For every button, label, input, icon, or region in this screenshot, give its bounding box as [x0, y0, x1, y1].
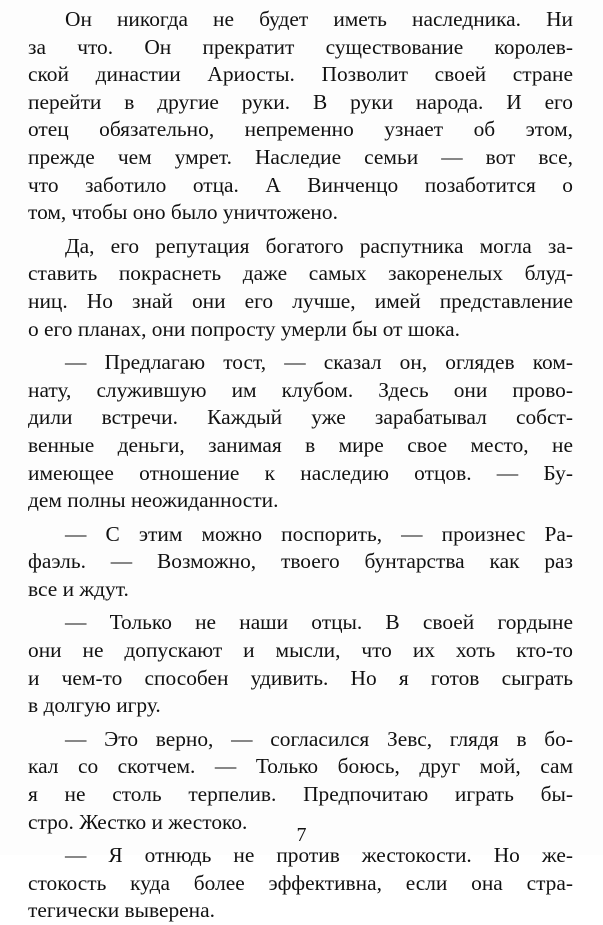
body-text — [28, 6, 573, 925]
text-line: — Это верно, — согласился Зевс, глядя в бо- — [65, 726, 573, 751]
text-line: о его планах, они попросту умерли бы от шока. — [28, 316, 460, 341]
text-line: нату, служившую им клубом. Здесь они прово- — [28, 377, 573, 402]
text-line: — Я отнюдь не против жестокости. Но же- — [65, 843, 573, 868]
text-line: — Предлагаю тост, — сказал он, оглядев ком- — [65, 350, 573, 375]
text-line: за что. Он прекратит существование королев- — [28, 34, 573, 59]
text-line: все и ждут. — [28, 576, 129, 601]
text-line: ской династии Ариосты. Позволит своей стране — [28, 62, 573, 87]
text-line: дем полны неожиданности. — [28, 488, 279, 513]
text-line: фаэль. — Возможно, твоего бунтарства как раз — [28, 549, 573, 574]
paragraph — [28, 233, 573, 343]
text-line: Он никогда не будет иметь наследника. Ни — [65, 7, 573, 31]
paragraph — [28, 521, 573, 604]
text-line: что заботило отца. А Винченцо позаботится о — [28, 172, 573, 197]
text-line: — С этим можно поспорить, — произнес Ра- — [65, 521, 573, 546]
text-line: венные деньги, занимая в мире свое место, не — [28, 432, 573, 457]
text-line: стокость куда более эффективна, если она стра- — [28, 870, 573, 895]
text-line: том, чтобы оно было уничтожено. — [28, 200, 338, 225]
text-line: дили встречи. Каждый уже зарабатывал собст- — [28, 405, 573, 430]
text-line: стро. Жестко и жестоко. — [28, 809, 248, 834]
text-line: я не столь терпелив. Предпочитаю играть бы- — [28, 782, 573, 807]
paragraph — [28, 349, 573, 515]
page-number: 7 — [296, 824, 307, 846]
paragraph — [28, 6, 573, 227]
text-line: кал со скотчем. — Только боюсь, друг мой, сам — [28, 754, 573, 779]
paragraph — [28, 609, 573, 719]
text-line: они не допускают и мысли, что их хоть кто-то — [28, 638, 573, 663]
text-line: Да, его репутация богатого распутника могла за- — [65, 233, 573, 258]
text-line: — Только не наши отцы. В своей гордыне — [65, 610, 573, 635]
text-line: в долгую игру. — [28, 693, 161, 718]
text-line: перейти в другие руки. В руки народа. И его — [28, 89, 573, 114]
text-line: отец обязательно, непременно узнает об этом, — [28, 117, 573, 142]
text-line: ставить покраснеть даже самых закоренелых блуд- — [28, 261, 573, 286]
text-line: и чем-то способен удивить. Но я готов сыграть — [28, 665, 573, 690]
paragraph — [28, 726, 573, 836]
text-line: тегически выверена. — [28, 898, 215, 923]
text-line: имеющее отношение к наследию отцов. — Бу- — [28, 460, 573, 485]
text-line: ниц. Но знай они его лучше, имей представление — [28, 288, 573, 313]
text-line: прежде чем умрет. Наследие семьи — вот все, — [28, 144, 573, 169]
